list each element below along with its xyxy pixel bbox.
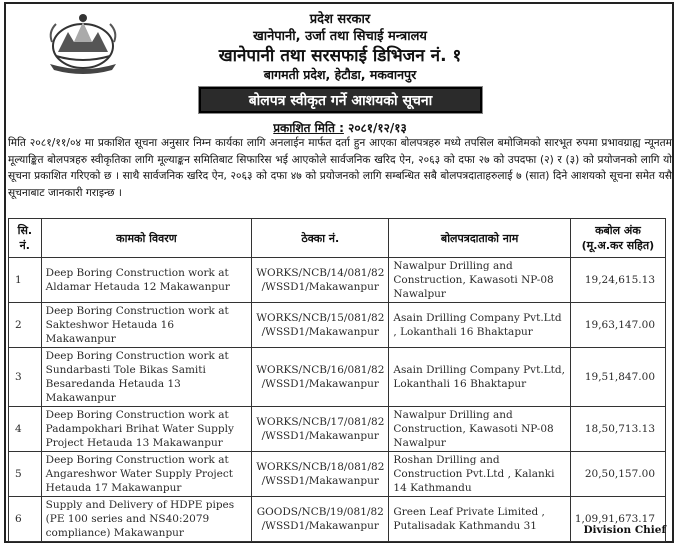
header-contract-number: ठेक्का नं. xyxy=(252,219,389,258)
row-contract: GOODS/NCB/19/081/82 /WSSD1/Makawanpur xyxy=(252,497,389,542)
row-contract: WORKS/NCB/15/081/82 /WSSD1/Makawanpur xyxy=(252,303,389,348)
signature-division-chief: Division Chief xyxy=(583,524,666,536)
header-line-ministry: खानेपानी, उर्जा तथा सिचाई मन्त्रालय xyxy=(253,29,427,44)
header-line-division: खानेपानी तथा सरसफाई डिभिजन नं. १ xyxy=(218,46,462,66)
row-bidder: Roshan Drilling and Construction Pvt.Ltd , Kalanki 14 Kathmandu xyxy=(389,452,570,497)
header-bid-amount: कबोल अंक (मू.अ.कर सहित) xyxy=(570,219,665,258)
row-bidder: Asain Drilling Company Pvt.Ltd, Lokanthali 16 Bhaktapur xyxy=(389,348,570,407)
table-row xyxy=(9,348,666,407)
row-serial: 3 xyxy=(9,348,42,407)
table-row xyxy=(9,407,666,452)
header-work-description: कामको विवरण xyxy=(41,219,252,258)
header-line-province: प्रदेश सरकार xyxy=(309,12,371,27)
row-serial: 6 xyxy=(9,497,42,542)
table-row xyxy=(9,452,666,497)
header-serial: सि. नं. xyxy=(9,219,42,258)
row-work: Deep Boring Construction work at Sundarbasti Tole Bikas Samiti Besaredanda Hetauda 13 Makawanpur xyxy=(41,348,252,407)
row-amount: 20,50,157.00 xyxy=(570,452,665,497)
table-row xyxy=(9,258,666,303)
row-bidder: Green Leaf Private Limited , Putalisadak Kathmandu 31 xyxy=(389,497,570,542)
row-amount: 19,63,147.00 xyxy=(570,303,665,348)
table-header-row xyxy=(9,219,666,258)
row-contract: WORKS/NCB/14/081/82 /WSSD1/Makawanpur xyxy=(252,258,389,303)
row-work: Deep Boring Construction work at Padampokhari Brihat Water Supply Project Hetauda 13 Makawanpur xyxy=(41,407,252,452)
row-contract: WORKS/NCB/16/081/82 /WSSD1/Makawanpur xyxy=(252,348,389,407)
row-amount: 19,24,615.13 xyxy=(570,258,665,303)
bid-acceptance-table xyxy=(8,218,666,542)
row-serial: 1 xyxy=(9,258,42,303)
header-bidder-name: बोलपत्रदाताको नाम xyxy=(389,219,570,258)
row-work: Deep Boring Construction work at Aldamar Hetauda 12 Makawanpur xyxy=(41,258,252,303)
row-amount: 19,51,847.00 xyxy=(570,348,665,407)
row-serial: 2 xyxy=(9,303,42,348)
row-bidder: Nawalpur Drilling and Construction, Kawasoti NP-08 Nawalpur xyxy=(389,407,570,452)
row-bidder: Asain Drilling Company Pvt.Ltd , Lokanthali 16 Bhaktapur xyxy=(389,303,570,348)
header-line-address: बागमती प्रदेश, हेटौडा, मकवानपुर xyxy=(263,67,417,82)
published-date xyxy=(0,119,680,136)
row-amount: 1,09,91,673.17 xyxy=(570,497,665,542)
notice-body-text: मिति २०८१/११/०४ मा प्रकाशित सूचना अनुसार निम्न कार्यका लागि अनलाईन मार्फत दर्ता हुन आएका बोलपत्रहरु मध्ये तपसिल बमोजिमको सारभूत रुपमा प्रभावग्राह्य न्यूनतम मूल्याङ्कित बोलपत्रहरु स्वीकृतिका लागि मूल्याङ्कन समितिबाट सिफारिस भई आएकोले सार्वजनिक खरिद ऐन, २०६३ को दफा २७ को उपदफा (२) र (३) को प्रयोजनको लागि यो सूचना प्रकाशित गरिएको छ । साथै सार्वजनिक खरिद ऐन, २०६३ को दफा ४७ को प्रयोजनको लागि सम्बन्धित सबै बोलपत्रदाताहरुलाई ७ (सात) दिने आशयको सूचना समेत यसै सूचनाबाट जानकारी गराइन्छ । xyxy=(8,137,672,199)
row-serial: 5 xyxy=(9,452,42,497)
table-row xyxy=(9,497,666,542)
notice-title-banner: बोलपत्र स्वीकृत गर्ने आशयको सूचना xyxy=(199,87,482,113)
row-work: Deep Boring Construction work at Angareshwor Water Supply Project Hetauda 17 Makawanpur xyxy=(41,452,252,497)
published-date-value: २०८१/१२/१३ xyxy=(348,121,407,135)
row-contract: WORKS/NCB/17/081/82 /WSSD1/Makawanpur xyxy=(252,407,389,452)
row-serial: 4 xyxy=(9,407,42,452)
table-row xyxy=(9,303,666,348)
row-work: Deep Boring Construction work at Sakteshwor Hetauda 16 Makawanpur xyxy=(41,303,252,348)
row-work: Supply and Delivery of HDPE pipes (PE 100 series and NS40:2079 compliance) Makawanpur xyxy=(41,497,252,542)
row-amount: 18,50,713.13 xyxy=(570,407,665,452)
row-contract: WORKS/NCB/18/081/82 /WSSD1/Makawanpur xyxy=(252,452,389,497)
published-date-label: प्रकाशित मिति : xyxy=(273,121,344,135)
row-bidder: Nawalpur Drilling and Construction, Kawasoti NP-08 Nawalpur xyxy=(389,258,570,303)
